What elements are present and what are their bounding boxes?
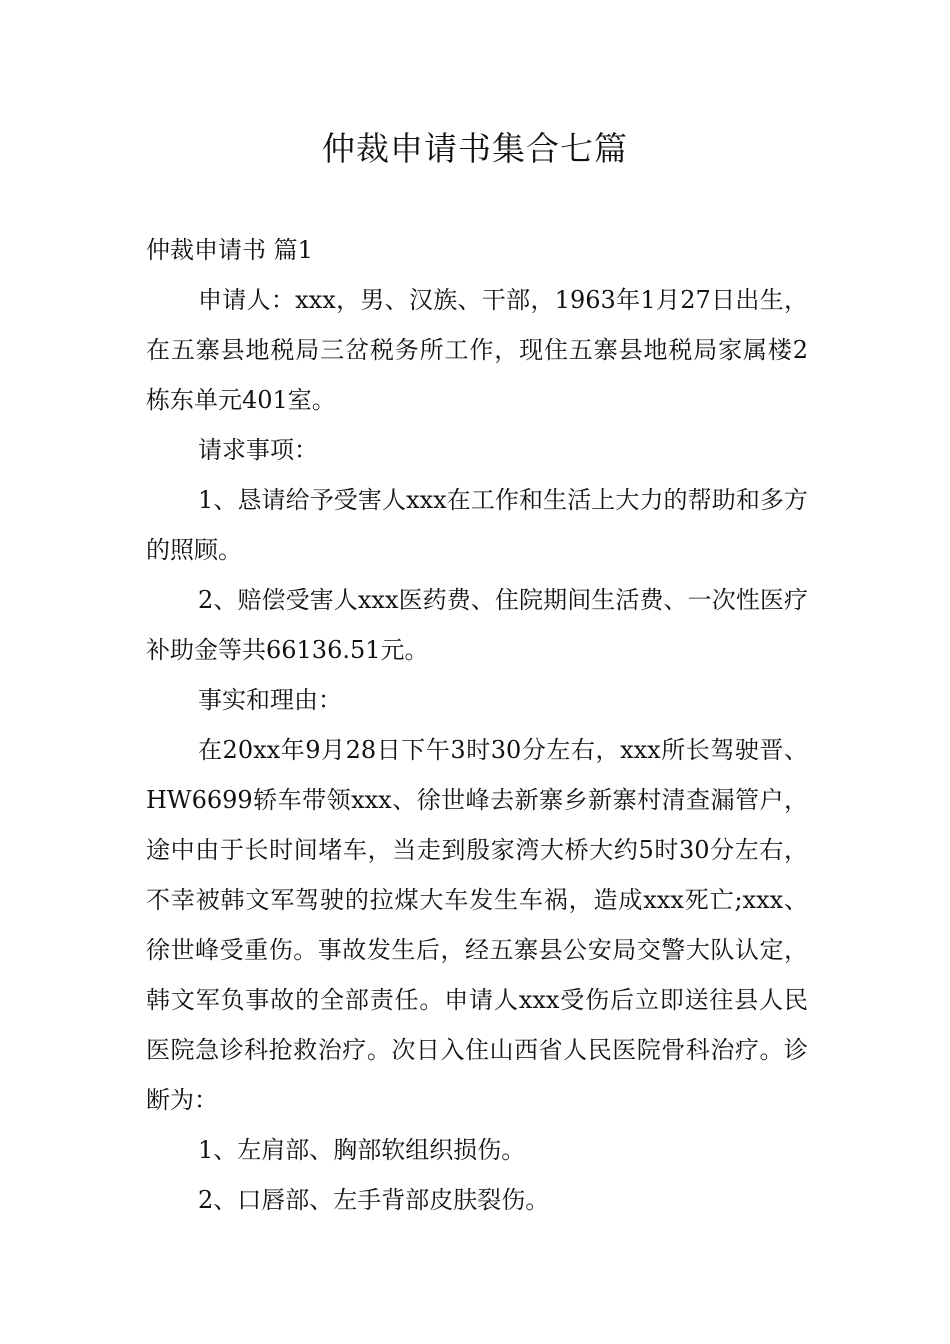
paragraph-request-1: 1、恳请给予受害人xxx在工作和生活上大力的帮助和多方的照顾。 xyxy=(146,486,808,564)
paragraph-facts-heading: 事实和理由： xyxy=(198,686,342,714)
section-heading: 仲裁申请书 篇1 xyxy=(146,236,313,264)
document-body xyxy=(146,225,808,1225)
paragraph-facts: 在20xx年9月28日下午3时30分左右，xxx所长驾驶晋、HW6699轿车带领xxx、徐世峰去新寨乡新寨村清查漏管户，途中由于长时间堵车，当走到殷家湾大桥大约5时30分左右，不幸被韩文军驾驶的拉煤大车发生车祸，造成xxx死亡;xxx、徐世峰受重伤。事故发生后，经五寨县公安局交警大队认定，韩文军负事故的全部责任。申请人xxx受伤后立即送往县人民医院急诊科抢救治疗。次日入住山西省人民医院骨科治疗。诊断为： xyxy=(146,736,808,1114)
paragraph-applicant: 申请人：xxx，男、汉族、干部，1963年1月27日出生，在五寨县地税局三岔税务所工作，现住五寨县地税局家属楼2栋东单元401室。 xyxy=(146,286,808,414)
paragraph-request-2: 2、赔偿受害人xxx医药费、住院期间生活费、一次性医疗补助金等共66136.51元。 xyxy=(146,586,808,664)
paragraph-diagnosis-1: 1、左肩部、胸部软组织损伤。 xyxy=(198,1136,526,1164)
document-title: 仲裁申请书集合七篇 xyxy=(322,129,628,168)
paragraph-diagnosis-2: 2、口唇部、左手背部皮肤裂伤。 xyxy=(198,1186,550,1214)
paragraph-requests-heading: 请求事项： xyxy=(198,436,318,464)
